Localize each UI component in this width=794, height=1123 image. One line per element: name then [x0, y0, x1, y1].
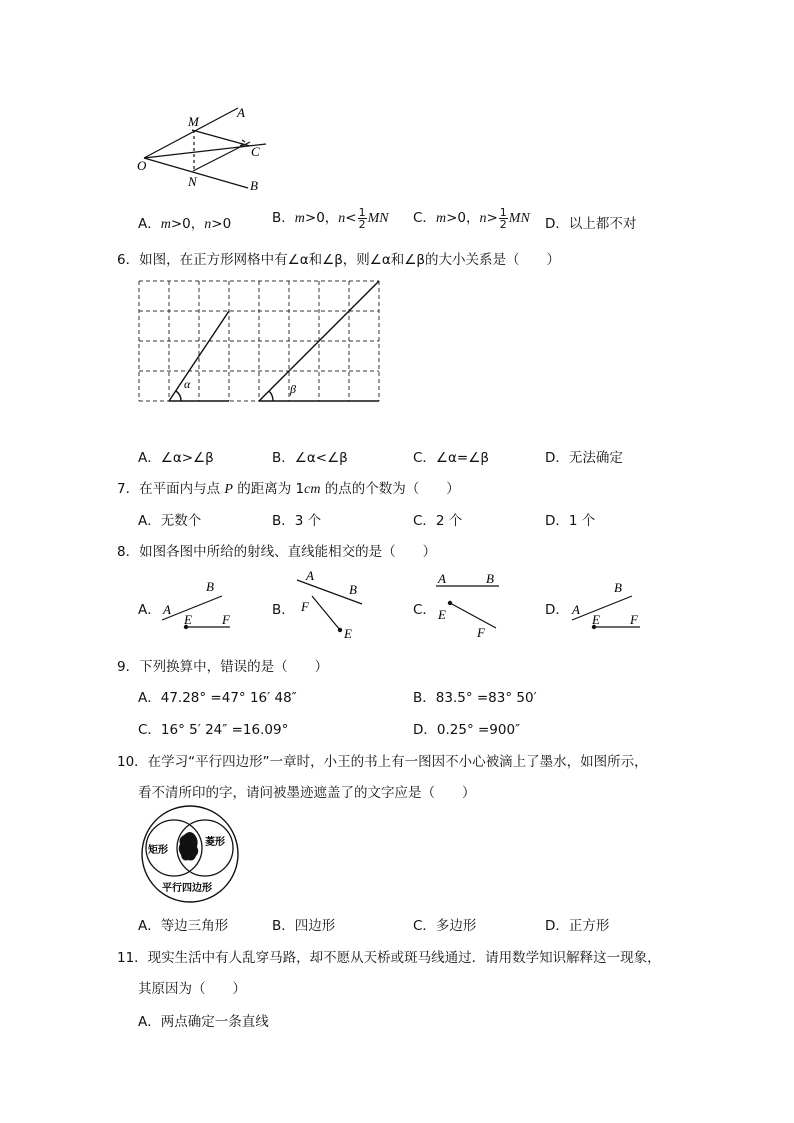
- q6-option-c[interactable]: C．∠α=∠β: [413, 450, 489, 466]
- beta-label: β: [290, 382, 296, 396]
- q9-option-c[interactable]: C．16° 5′ 24″ =16.09°: [138, 722, 289, 738]
- q9-option-d[interactable]: D．0.25° =900″: [413, 722, 521, 738]
- q6-option-b[interactable]: B．∠α<∠β: [272, 450, 348, 466]
- venn-label-rectangle: 矩形: [148, 845, 168, 856]
- q5-option-b[interactable]: B．m>0，n< $\frac{1}{2}$ MN: [272, 205, 389, 231]
- q8-figure-d: [566, 576, 646, 634]
- q7-option-c[interactable]: C．2 个: [413, 513, 463, 529]
- q6-grid-figure: [138, 280, 383, 405]
- venn-label-rhombus: 菱形: [205, 837, 225, 848]
- q11-stem-line1: 11．现实生活中有人乱穿马路，却不愿从天桥或斑马线通过．请用数学知识解释这一现象，: [117, 950, 661, 966]
- q5-label-m: M: [188, 114, 199, 129]
- svg-text:A: A: [438, 571, 446, 586]
- q5-c-fraction: $\frac{1}{2}$: [499, 205, 507, 231]
- svg-text:F: F: [630, 612, 638, 627]
- svg-text:B: B: [614, 580, 622, 595]
- q8-stem: 8．如图各图中所给的射线、直线能相交的是（ ）: [117, 544, 437, 560]
- svg-text:A: A: [572, 602, 580, 617]
- q8-option-c[interactable]: C．: [413, 602, 436, 618]
- q5-label-n: N: [188, 174, 197, 189]
- q9-option-a[interactable]: A．47.28° =47° 16′ 48″: [138, 690, 297, 706]
- q7-option-b[interactable]: B．3 个: [272, 513, 322, 529]
- q6-option-d[interactable]: D．无法确定: [545, 450, 623, 466]
- svg-text:E: E: [438, 607, 446, 622]
- svg-text:E: E: [592, 612, 600, 627]
- svg-text:F: F: [477, 625, 485, 640]
- q9-stem: 9．下列换算中，错误的是（ ）: [117, 659, 329, 675]
- q8-option-a[interactable]: A．: [138, 602, 161, 618]
- svg-text:F: F: [301, 599, 309, 614]
- q7-option-a[interactable]: A．无数个: [138, 513, 202, 529]
- q5-option-d[interactable]: D．以上都不对: [545, 216, 637, 232]
- q5-label-a: A: [237, 105, 245, 120]
- q11-option-a[interactable]: A．两点确定一条直线: [138, 1014, 269, 1030]
- q6-stem: 6．如图，在正方形网格中有∠α和∠β，则∠α和∠β的大小关系是（ ）: [117, 252, 561, 268]
- q10-option-d[interactable]: D．正方形: [545, 918, 610, 934]
- svg-text:B: B: [206, 579, 214, 594]
- svg-text:F: F: [222, 612, 230, 627]
- q5-figure: [130, 100, 280, 195]
- q5-option-c[interactable]: C．m>0，n> $\frac{1}{2}$ MN: [413, 205, 530, 231]
- q7-stem: 7．在平面内与点 P 的距离为 1cm 的点的个数为（ ）: [117, 481, 460, 497]
- q5-b-fraction: $\frac{1}{2}$: [358, 205, 366, 231]
- q8-figure-a: [160, 576, 235, 634]
- q10-option-c[interactable]: C．多边形: [413, 918, 477, 934]
- q9-option-b[interactable]: B．83.5° =83° 50′: [413, 690, 537, 706]
- alpha-label: α: [184, 377, 191, 391]
- q8-option-b[interactable]: B．: [272, 602, 295, 618]
- svg-text:B: B: [349, 582, 357, 597]
- q8-figure-c: [434, 570, 504, 640]
- svg-text:E: E: [344, 626, 352, 640]
- q5-option-a[interactable]: A．m>0，n>0: [138, 216, 232, 232]
- q10-stem-line2: 看不清所印的字，请问被墨迹遮盖了的文字应是（ ）: [138, 785, 476, 801]
- svg-text:A: A: [306, 568, 314, 583]
- ink-blot: [179, 832, 199, 861]
- q7-option-d[interactable]: D．1 个: [545, 513, 596, 529]
- q10-venn-figure: [138, 805, 243, 905]
- q8-option-d[interactable]: D．: [545, 602, 569, 618]
- q10-stem-line1: 10．在学习“平行四边形”一章时，小王的书上有一图因不小心被滴上了墨水，如图所示，: [117, 754, 648, 770]
- venn-label-parallelogram: 平行四边形: [162, 883, 212, 894]
- q6-option-a[interactable]: A．∠α>∠β: [138, 450, 214, 466]
- q5-label-o: O: [137, 158, 147, 173]
- q11-stem-line2: 其原因为（ ）: [138, 981, 246, 997]
- q8-figure-b: [292, 568, 367, 640]
- q10-option-a[interactable]: A．等边三角形: [138, 918, 229, 934]
- svg-text:B: B: [486, 571, 494, 586]
- svg-text:A: A: [163, 602, 171, 617]
- q10-option-b[interactable]: B．四边形: [272, 918, 336, 934]
- svg-text:E: E: [184, 612, 192, 627]
- q5-label-b: B: [250, 178, 258, 193]
- q5-label-c: C: [251, 144, 260, 159]
